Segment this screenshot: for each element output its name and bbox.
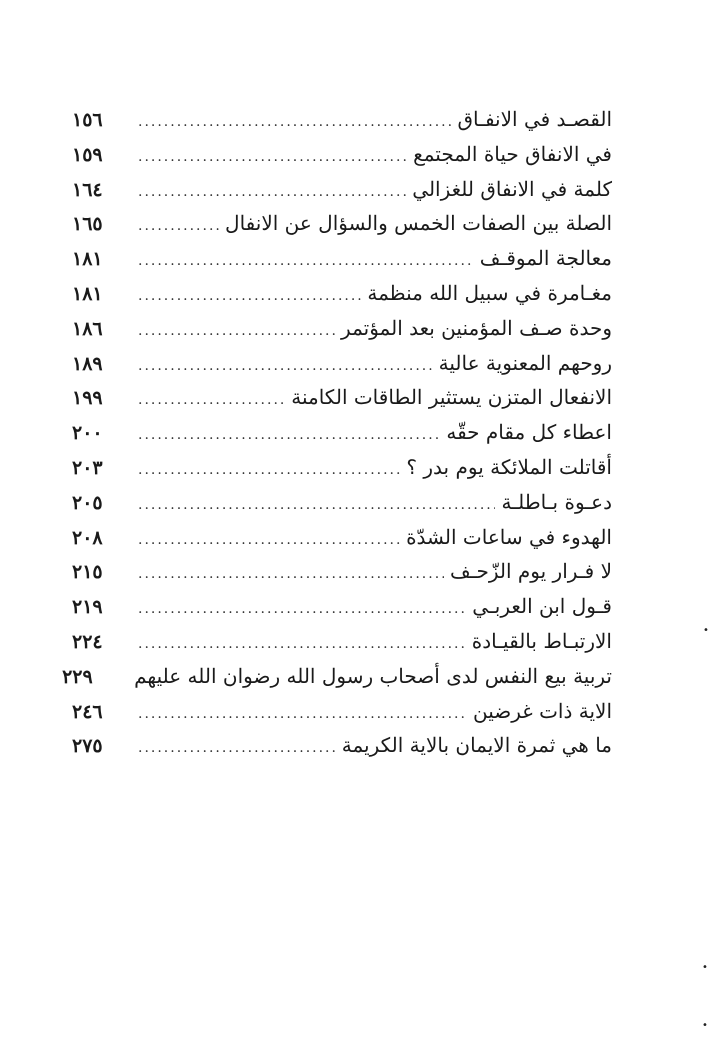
toc-entry	[72, 554, 612, 589]
toc-entry	[72, 380, 612, 415]
dot-leader	[138, 140, 407, 175]
toc-entry	[72, 311, 612, 346]
page-number: ٢٠٣	[72, 456, 103, 479]
toc-entry	[72, 485, 612, 520]
toc-entry	[72, 624, 612, 659]
page-number: ٢١٥	[72, 561, 103, 584]
dot-leader	[138, 279, 361, 314]
page-number: ٢٧٥	[72, 735, 103, 758]
toc-entry	[72, 346, 612, 381]
toc-entry	[72, 137, 612, 172]
entry-title: الانفعال المتزن يستثير الطاقات الكامنة	[291, 385, 612, 410]
page-number: ٢٠٨	[72, 526, 103, 549]
page-number: ١٩٩	[72, 387, 103, 410]
entry-title: القصـد في الانفـاق	[457, 107, 612, 131]
dot-leader	[138, 697, 467, 732]
entry-title: الهدوء في ساعات الشدّة	[406, 524, 612, 549]
entry-title: وحدة صـف المؤمنين بعد المؤتمر	[341, 315, 612, 340]
margin-dot-mark: •	[703, 625, 709, 636]
toc-entry	[72, 728, 612, 763]
dot-leader	[138, 105, 451, 140]
page-number: ١٦٤	[72, 178, 103, 201]
entry-title: معالجة الموقـف	[479, 246, 612, 271]
toc-entry	[72, 206, 612, 241]
dot-leader	[138, 244, 474, 279]
toc-entry	[72, 276, 612, 311]
page-number: ١٥٦	[72, 109, 103, 131]
entry-title: ما هي ثمرة الايمان بالاية الكريمة	[341, 733, 612, 758]
toc-entry	[72, 415, 612, 450]
page-number: ١٨٩	[72, 352, 103, 375]
toc-entry	[72, 172, 612, 207]
dot-leader	[138, 314, 335, 349]
dot-leader	[138, 523, 400, 558]
toc-entry	[72, 102, 612, 137]
page-number: ١٨١	[72, 248, 103, 271]
dot-leader	[138, 383, 285, 418]
entry-title: الصلة بين الصفات الخمس والسؤال عن الانفال	[225, 211, 612, 236]
dot-leader	[138, 418, 440, 453]
entry-title: الاية ذات غرضين	[473, 698, 612, 723]
page-number: ٢٢٩	[62, 665, 93, 688]
page-number: ١٨٦	[72, 317, 103, 340]
dot-leader	[138, 349, 433, 384]
page-number: ١٥٩	[72, 143, 103, 166]
dot-leader	[138, 557, 444, 592]
dot-leader	[138, 592, 466, 627]
page-number: ١٦٥	[72, 213, 103, 236]
entry-title: أقاتلت الملائكة يوم بدر ؟	[406, 454, 612, 479]
entry-title: تربية بيع النفس لدى أصحاب رسول الله رضوان الله عليهم	[134, 663, 612, 688]
dot-leader	[138, 731, 336, 766]
page-number: ٢٠٥	[72, 491, 103, 514]
entry-title: دعـوة بـاطلـة	[501, 489, 612, 514]
entry-title: روحهم المعنوية عالية	[438, 350, 612, 375]
margin-dot-mark: •	[702, 1020, 708, 1031]
entry-title: كلمة في الانفاق للغزالي	[412, 176, 612, 201]
entry-title: الارتبـاط بالقيـادة	[471, 628, 612, 653]
toc-entry	[72, 241, 612, 276]
table-of-contents	[62, 102, 612, 763]
dot-leader	[138, 209, 219, 244]
toc-entry	[72, 694, 612, 729]
dot-leader	[138, 453, 400, 488]
toc-entry	[62, 659, 612, 694]
dot-leader	[138, 175, 406, 210]
dot-leader	[138, 488, 495, 523]
page-number: ٢٠٠	[72, 422, 103, 445]
margin-dot-mark: •	[702, 962, 708, 973]
entry-title: في الانفاق حياة المجتمع	[413, 141, 612, 166]
page-number: ٢٤٦	[72, 700, 103, 723]
dot-leader	[138, 627, 466, 662]
toc-entry	[72, 589, 612, 624]
page-number: ٢١٩	[72, 596, 103, 619]
page-number: ٢٢٤	[72, 630, 103, 653]
entry-title: مغـامرة في سبيل الله منظمة	[367, 280, 612, 305]
entry-title: اعطاء كل مقام حقّه	[446, 420, 612, 445]
entry-title: لا فـرار يوم الزّحـف	[449, 559, 612, 584]
toc-entry	[72, 520, 612, 555]
page-number: ١٨١	[72, 282, 103, 305]
entry-title: قـول ابن العربـي	[472, 594, 612, 619]
toc-entry	[72, 450, 612, 485]
